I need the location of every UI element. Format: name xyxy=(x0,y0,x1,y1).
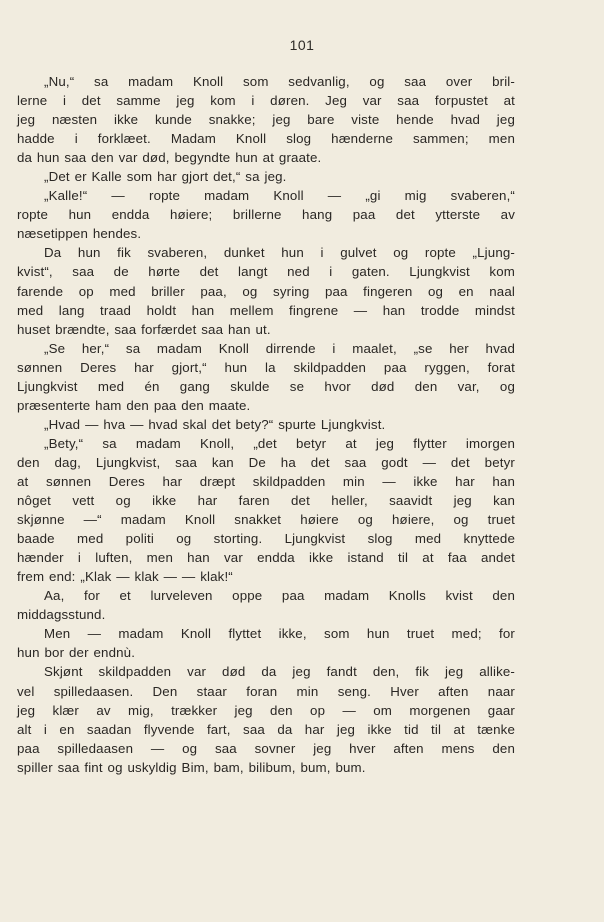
text-line: Aa, for et lurveleven oppe paa madam Knolls kvist den xyxy=(44,588,515,604)
text-line: spiller saa fint og uskyldig Bim, bam, bilibum, bum, bum. xyxy=(17,759,366,775)
text-line: huset brændte, saa forfærdet saa han ut. xyxy=(17,321,271,337)
text-line: middagsstund. xyxy=(17,607,106,623)
text-line: alt i en saadan flyvende fart, saa da har jeg ikke tid til at tænke xyxy=(17,721,515,737)
text-line: at sønnen Deres har dræpt skildpadden min — ikke har han xyxy=(17,473,515,489)
body-text xyxy=(17,72,515,777)
text-line: frem end: „Klak — klak — — klak!“ xyxy=(17,569,233,585)
text-line: baade med politi og storting. Ljungkvist slog med knyttede xyxy=(17,531,515,547)
text-line: præsenterte ham den paa den maate. xyxy=(17,397,251,413)
text-line: Men — madam Knoll flyttet ikke, som hun truet med; for xyxy=(44,626,515,642)
text-line: lerne i det samme jeg kom i døren. Jeg var saa forpustet at xyxy=(17,93,515,109)
text-line: næsetippen hendes. xyxy=(17,226,142,242)
text-line: „Nu,“ sa madam Knoll som sedvanlig, og saa over bril- xyxy=(44,74,515,89)
text-line: Ljungkvist med én gang skulde se hvor død den var, og xyxy=(17,378,515,394)
text-line: jeg klær av mig, trækker jeg den op — om morgenen gaar xyxy=(17,702,515,718)
text-line: jeg næsten ikke kunde snakke; jeg bare viste hende hvad jeg xyxy=(17,112,515,128)
text-line: paa spilledaasen — og saa sovner jeg hver aften mens den xyxy=(17,740,515,756)
text-line: „Bety,“ sa madam Knoll, „det betyr at jeg flytter imorgen xyxy=(44,435,515,451)
page-number: 101 xyxy=(289,37,315,53)
text-line: kvist“, saa de hørte det langt ned i gaten. Ljungkvist kom xyxy=(17,264,515,280)
text-line: „Hvad — hva — hvad skal det bety?“ spurte Ljungkvist. xyxy=(44,416,386,432)
text-line: „Se her,“ sa madam Knoll dirrende i maalet, „se her hvad xyxy=(44,340,515,356)
text-line: skjønne —“ madam Knoll snakket høiere og høiere, og truet xyxy=(17,512,515,528)
text-line: hun bor der endnù. xyxy=(17,645,136,661)
text-line: ropte hun endda høiere; brillerne hang paa det ytterste av xyxy=(17,207,515,223)
text-line: Skjønt skildpadden var død da jeg fandt den, fik jeg allike- xyxy=(44,664,515,680)
text-line: sønnen Deres har gjort,“ hun la skildpadden paa ryggen, forat xyxy=(17,359,515,375)
text-line: hadde i forklæet. Madam Knoll slog hænderne sammen; men xyxy=(17,131,515,147)
text-line: vel spilledaasen. Den staar foran min seng. Hver aften naar xyxy=(17,683,515,699)
text-line: farende op med briller paa, og syring paa fingeren og en naal xyxy=(17,283,515,299)
text-line: den dag, Ljungkvist, saa kan De ha det saa godt — det betyr xyxy=(17,454,515,470)
text-line: med lang traad holdt han mellem fingrene — han trodde mindst xyxy=(17,302,515,318)
text-line: „Kalle!“ — ropte madam Knoll — „gi mig svaberen,“ xyxy=(44,188,515,204)
text-line: Da hun fik svaberen, dunket hun i gulvet og ropte „Ljung- xyxy=(44,245,515,261)
text-line: „Det er Kalle som har gjort det,“ sa jeg. xyxy=(44,169,287,185)
text-line: nôget vett og ikke har faren det heller, saavidt jeg kan xyxy=(17,493,515,509)
text-line: hænder i luften, men han var endda ikke istand til at faa andet xyxy=(17,550,515,566)
text-line: da hun saa den var død, begyndte hun at graate. xyxy=(17,150,322,166)
